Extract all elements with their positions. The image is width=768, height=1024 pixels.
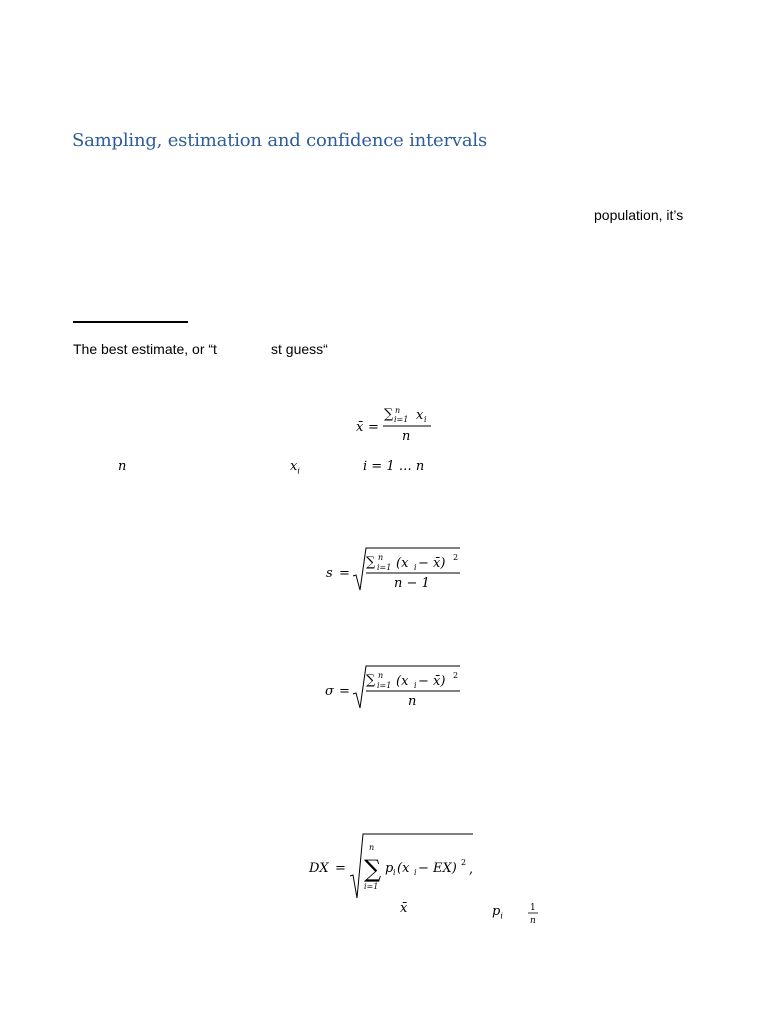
mean-formula — [350, 398, 440, 448]
sample-sd-num-sub: i — [414, 563, 417, 572]
sample-sd-sum-sup: n — [378, 553, 384, 562]
symbol-n: n — [118, 459, 127, 474]
sample-sd-num-sup: 2 — [453, 553, 459, 562]
dx-eq: = — [335, 861, 346, 876]
mean-eq: = — [368, 420, 379, 435]
mean-num-sub: i=1 — [394, 415, 409, 424]
footnote-rule — [73, 321, 188, 323]
sample-sd-num: (x — [396, 556, 409, 571]
bottom-frac-num: 1 — [530, 903, 536, 913]
sample-sd-eq: = — [339, 566, 350, 581]
pop-sd-num-sub: i — [414, 681, 417, 690]
symbol-x-sub: i — [297, 466, 300, 476]
bottom-xbar: x̄ — [400, 901, 408, 916]
pop-sd-sum-sub: i=1 — [377, 681, 392, 690]
pop-sd-sum-sup: n — [378, 671, 384, 680]
bottom-p — [492, 904, 503, 921]
dx-sum-sign: ∑ — [364, 855, 382, 883]
bottom-fraction — [526, 900, 542, 928]
pop-sd-den: n — [408, 694, 417, 709]
symbol-x — [290, 459, 300, 476]
dx-formula — [305, 828, 485, 903]
sample-sd-den: n − 1 — [394, 576, 430, 591]
sample-sd-formula — [322, 545, 467, 595]
bottom-frac-den: n — [530, 916, 536, 926]
sample-sd-sum-sub: i=1 — [377, 563, 392, 572]
pop-sd-lhs: σ — [325, 684, 334, 699]
sample-sd-num-rest: − x̄) — [418, 556, 446, 571]
bottom-p-base: p — [492, 904, 501, 919]
sample-sd-lhs: s — [326, 566, 333, 581]
dx-term-rest: − EX) — [418, 861, 457, 876]
dx-term-x-sub: i — [414, 868, 417, 877]
text-best-guess: st guess“ — [271, 341, 328, 357]
dx-term-p-sub: i — [393, 868, 396, 877]
mean-num-sup: n — [395, 406, 401, 415]
sample-sd-sum: ∑ — [366, 555, 376, 570]
mean-den: n — [402, 429, 411, 444]
symbol-x-base: x — [290, 459, 298, 474]
dx-term-sup: 2 — [461, 858, 467, 867]
pop-sd-num-sup: 2 — [453, 671, 459, 680]
mean-num-sum: ∑ — [384, 407, 394, 422]
symbol-range: i = 1 … n — [363, 459, 425, 474]
dx-sum-sup: n — [369, 843, 375, 852]
mean-num-term-sub: i — [424, 415, 427, 424]
text-fragment-population: population, it’s — [594, 207, 684, 223]
dx-sum-sub: i=1 — [364, 882, 379, 891]
dx-lhs: DX — [309, 861, 329, 876]
dx-term-p: p — [385, 861, 394, 876]
pop-sd-eq: = — [339, 684, 350, 699]
text-best-estimate: The best estimate, or “t — [73, 341, 217, 357]
dx-comma: , — [469, 862, 474, 877]
pop-sd-formula — [322, 663, 467, 713]
section-heading: Sampling, estimation and confidence intervals — [72, 130, 488, 151]
pop-sd-num: (x — [396, 674, 409, 689]
mean-num-term: x — [416, 408, 424, 423]
dx-term-open: (x — [397, 861, 410, 876]
pop-sd-num-rest: − x̄) — [418, 674, 446, 689]
pop-sd-sum: ∑ — [366, 673, 376, 688]
mean-lhs: x̄ — [356, 420, 364, 435]
bottom-p-sub: i — [500, 911, 503, 921]
